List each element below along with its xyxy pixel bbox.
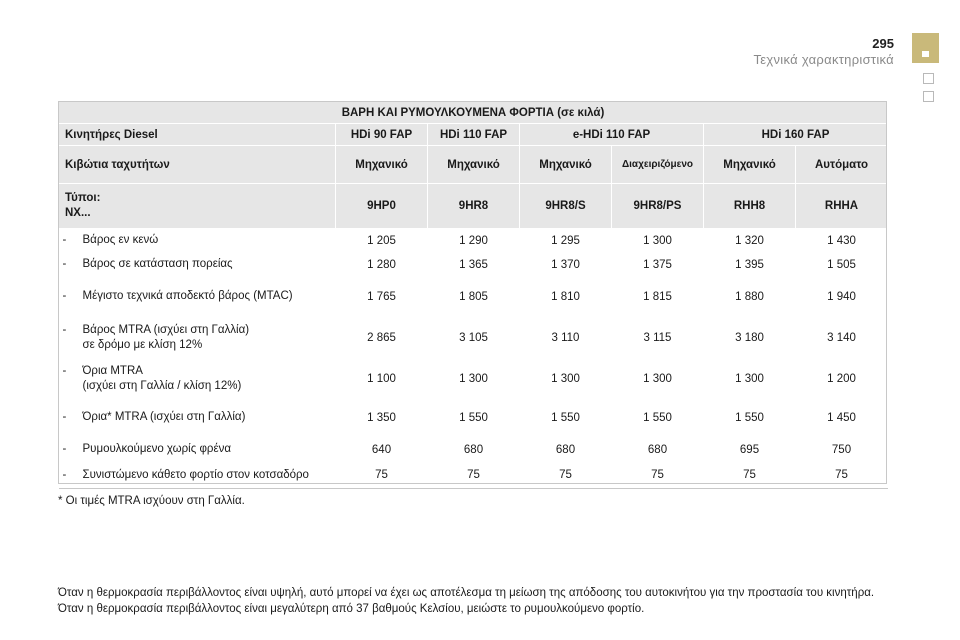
row-value: 680 (463, 443, 484, 456)
row-label (59, 253, 336, 277)
type-header: 9HR8/S (520, 184, 612, 229)
row-value: 680 (555, 443, 576, 456)
type-header: 9HR8/PS (612, 184, 704, 229)
nav-square-icon[interactable] (923, 91, 934, 102)
row-value: 1 395 (735, 258, 764, 271)
row-label-text: Συνιστώμενο κάθετο φορτίο στον κοτσαδόρο (82, 468, 309, 481)
row-value: 1 550 (735, 411, 764, 424)
table-row (59, 253, 888, 277)
row-dash: - (62, 468, 67, 481)
gearbox-header: Μηχανικό (428, 146, 520, 184)
row-label (59, 399, 336, 437)
table-row (59, 277, 888, 317)
row-label-text: Ρυμουλκούμενο χωρίς φρένα (82, 443, 231, 455)
row-value: 1 295 (551, 234, 580, 247)
row-value: 1 365 (459, 258, 488, 271)
row-label (59, 437, 336, 463)
row-dash: - (62, 443, 67, 455)
row-value: 1 815 (643, 290, 672, 303)
row-value: 2 865 (367, 331, 396, 344)
type-header: RHHA (796, 184, 888, 229)
gearbox-header: Μηχανικό (336, 146, 428, 184)
gearbox-header: Αυτόματο (796, 146, 888, 184)
row-dash: - (62, 364, 67, 377)
row-value: 3 110 (551, 331, 580, 344)
row-value: 1 550 (551, 411, 580, 424)
row-label-text: Όρια MTRA (ισχύει στη Γαλλία / κλίση 12%) (82, 364, 242, 392)
row-value: 695 (739, 443, 760, 456)
row-value: 1 550 (643, 411, 672, 424)
gearbox-header: Διαχειριζόμενο (612, 146, 704, 184)
temperature-note: Όταν η θερμοκρασία περιβάλλοντος είναι υψηλή, αυτό μπορεί να έχει ως αποτέλεσμα τη μείωση της απόδοσης του αυτοκινήτου για την προστασία του κινητήρα. Όταν η θερμοκρασία περιβάλλοντος είναι μεγαλύτερη από 37 βαθμούς Κελσίου, μειώστε το ρυμουλκούμενο φορτίο. (58, 587, 875, 615)
row-value: 1 100 (367, 372, 396, 385)
row-dash: - (62, 234, 67, 247)
row-value: 1 940 (827, 290, 856, 303)
row-value: 1 370 (551, 258, 580, 271)
section-title: Τεχνικά χαρακτηριστικά (753, 52, 894, 67)
row-value: 75 (796, 463, 888, 489)
type-header: 9HP0 (336, 184, 428, 229)
type-header: RHH8 (704, 184, 796, 229)
row-value: 1 350 (367, 411, 396, 424)
row-value: 1 430 (827, 234, 856, 247)
row-value: 75 (520, 463, 612, 489)
row-value: 1 205 (367, 234, 396, 247)
table-row (59, 399, 888, 437)
row-value: 1 300 (735, 372, 764, 385)
row-value: 75 (612, 463, 704, 489)
table-row (59, 317, 888, 359)
row-value: 1 450 (827, 411, 856, 424)
row-value: 1 200 (827, 372, 856, 385)
row-value: 1 290 (459, 234, 488, 247)
row-dash: - (62, 258, 67, 270)
row-label-text: Βάρος σε κατάσταση πορείας (82, 258, 233, 270)
table-row (59, 437, 888, 463)
row-label (59, 277, 336, 317)
row-value: 1 300 (643, 234, 672, 247)
row-value: 3 105 (459, 331, 488, 344)
nav-square-icon[interactable] (923, 73, 934, 84)
footnote: * Οι τιμές MTRA ισχύουν στη Γαλλία. (58, 495, 245, 507)
row-value: 1 810 (551, 290, 580, 303)
gearbox-header: Μηχανικό (520, 146, 612, 184)
row-label-text: Όρια* MTRA (ισχύει στη Γαλλία) (82, 411, 246, 423)
gearbox-label: Κιβώτια ταχυτήτων (59, 146, 336, 184)
table-row (59, 359, 888, 399)
row-value: 75 (704, 463, 796, 489)
row-value: 750 (831, 443, 852, 456)
row-value: 1 300 (459, 372, 488, 385)
engine-header: HDi 160 FAP (704, 124, 888, 146)
row-value: 3 180 (735, 331, 764, 344)
row-value: 1 505 (827, 258, 856, 271)
section-tab[interactable] (912, 33, 939, 63)
row-value: 3 140 (827, 331, 856, 344)
engine-header: HDi 90 FAP (336, 124, 428, 146)
table-row (59, 229, 888, 253)
row-label-text: Μέγιστο τεχνικά αποδεκτό βάρος (MTAC) (82, 290, 293, 302)
row-value: 1 280 (367, 258, 396, 271)
row-value: 1 300 (551, 372, 580, 385)
type-header: 9HR8 (428, 184, 520, 229)
row-label (59, 229, 336, 253)
row-value: 1 300 (643, 372, 672, 385)
row-value: 3 115 (643, 331, 672, 344)
table-row (59, 463, 888, 489)
row-label (59, 317, 336, 359)
row-value: 1 375 (643, 258, 672, 271)
row-value: 75 (336, 463, 428, 489)
engines-label: Κινητήρες Diesel (59, 124, 336, 146)
row-value: 1 880 (735, 290, 764, 303)
engine-header: e-HDi 110 FAP (520, 124, 704, 146)
row-dash: - (62, 411, 67, 423)
engine-header: HDi 110 FAP (428, 124, 520, 146)
row-label-text: Βάρος MTRA (ισχύει στη Γαλλία) σε δρόμο με κλίση 12% (82, 323, 250, 351)
row-value: 1 805 (459, 290, 488, 303)
row-label-text: Βάρος εν κενώ (82, 234, 159, 247)
row-dash: - (62, 290, 67, 302)
tab-marker-icon (922, 51, 929, 57)
page-number: 295 (872, 36, 894, 51)
types-label: Τύποι: NX... (59, 184, 336, 229)
row-label (59, 463, 336, 489)
row-value: 680 (647, 443, 668, 456)
row-value: 75 (428, 463, 520, 489)
row-value: 1 550 (459, 411, 488, 424)
weights-table (58, 101, 888, 489)
row-value: 1 765 (367, 290, 396, 303)
row-value: 640 (371, 443, 392, 456)
row-value: 1 320 (735, 234, 764, 247)
row-dash: - (62, 323, 67, 336)
row-label (59, 359, 336, 399)
gearbox-header: Μηχανικό (704, 146, 796, 184)
table-title: ΒΑΡΗ ΚΑΙ ΡΥΜΟΥΛΚΟΥΜΕΝΑ ΦΟΡΤΙΑ (σε κιλά) (59, 102, 888, 124)
